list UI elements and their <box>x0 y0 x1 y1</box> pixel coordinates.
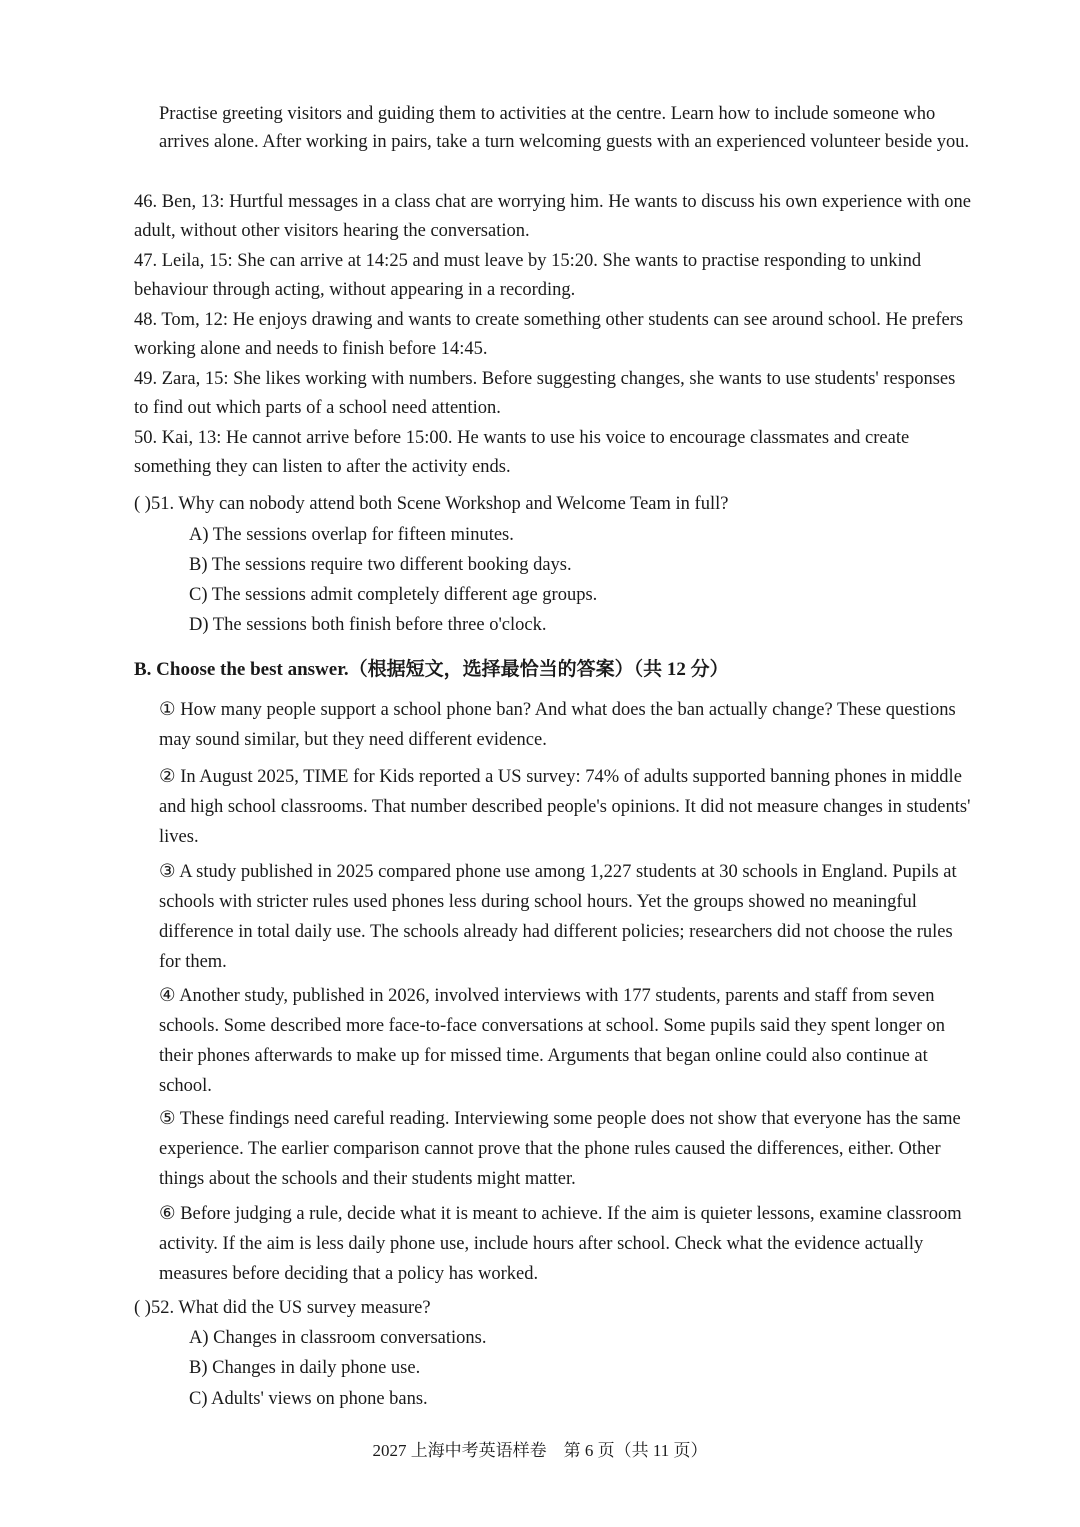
question-51-option-d: D) The sessions both finish before three o'clock. <box>189 615 547 635</box>
question-51-option-c: C) The sessions admit completely different age groups. <box>189 585 598 605</box>
passage-paragraph-6: ⑥ Before judging a rule, decide what it is meant to achieve. If the aim is quieter lessons, examine classroom activity. If the aim is less daily phone use, include hours after school. Check what the evidence actually measures before deciding that a policy has worked. <box>159 1204 962 1284</box>
student-item-50: 50. Kai, 13: He cannot arrive before 15:00. He wants to use his voice to encourage classmates and create something they can listen to after the activity ends. <box>134 428 910 477</box>
student-item-49: 49. Zara, 15: She likes working with numbers. Before suggesting changes, she wants to use students' responses to find out which parts of a school need attention. <box>134 369 956 418</box>
question-51: ( )51. Why can nobody attend both Scene Workshop and Welcome Team in full? <box>134 494 729 514</box>
question-52: ( )52. What did the US survey measure? <box>134 1298 431 1318</box>
passage-paragraph-5: ⑤ These findings need careful reading. Interviewing some people does not show that everyone has the same experience. The earlier comparison cannot prove that the phone rules caused the differences, either. Other things about the schools and their students might matter. <box>159 1109 961 1189</box>
page-footer: 2027 上海中考英语样卷 第 6 页（共 11 页） <box>372 1441 708 1460</box>
question-52-option-b: B) Changes in daily phone use. <box>189 1358 421 1378</box>
section-b-title: B. Choose the best answer.（根据短文，选择最恰当的答案）（共 12 分） <box>134 659 729 680</box>
passage-paragraph-1: ① How many people support a school phone ban? And what does the ban actually change? These questions may sound similar, but they need different evidence. <box>159 700 956 750</box>
question-51-option-b: B) The sessions require two different booking days. <box>189 555 572 575</box>
passage-paragraph-3: ③ A study published in 2025 compared phone use among 1,227 students at 30 schools in England. Pupils at schools with stricter rules used phones less during school hours. Yet the groups showed no meaningful difference in total daily use. The schools already had different policies; researchers did not choose the rules for them. <box>159 862 957 972</box>
question-52-option-a: A) Changes in classroom conversations. <box>189 1328 487 1348</box>
student-item-46: 46. Ben, 13: Hurtful messages in a class chat are worrying him. He wants to discuss his own experience with one adult, without other visitors hearing the conversation. <box>134 192 971 241</box>
passage-paragraph-4: ④ Another study, published in 2026, involved interviews with 177 students, parents and staff from seven schools. Some described more face-to-face conversations at school. Some pupils said they spent longer on their phones afterwards to make up for missed time. Arguments that began online could also continue at school. <box>159 986 946 1096</box>
activity-description: Practise greeting visitors and guiding them to activities at the centre. Learn how to include someone who arrives alone. After working in pairs, take a turn welcoming guests with an experienced volunteer beside you. <box>159 104 970 152</box>
student-item-47: 47. Leila, 15: She can arrive at 14:25 and must leave by 15:20. She wants to practise responding to unkind behaviour through acting, without appearing in a recording. <box>134 251 922 300</box>
student-item-48: 48. Tom, 12: He enjoys drawing and wants to create something other students can see around school. He prefers working alone and needs to finish before 14:45. <box>134 310 964 359</box>
passage-paragraph-2: ② In August 2025, TIME for Kids reported a US survey: 74% of adults supported banning phones in middle and high school classrooms. That number described people's opinions. It did not measure changes in students' lives. <box>159 767 971 847</box>
question-52-option-c: C) Adults' views on phone bans. <box>189 1389 428 1409</box>
question-51-option-a: A) The sessions overlap for fifteen minutes. <box>189 525 514 545</box>
